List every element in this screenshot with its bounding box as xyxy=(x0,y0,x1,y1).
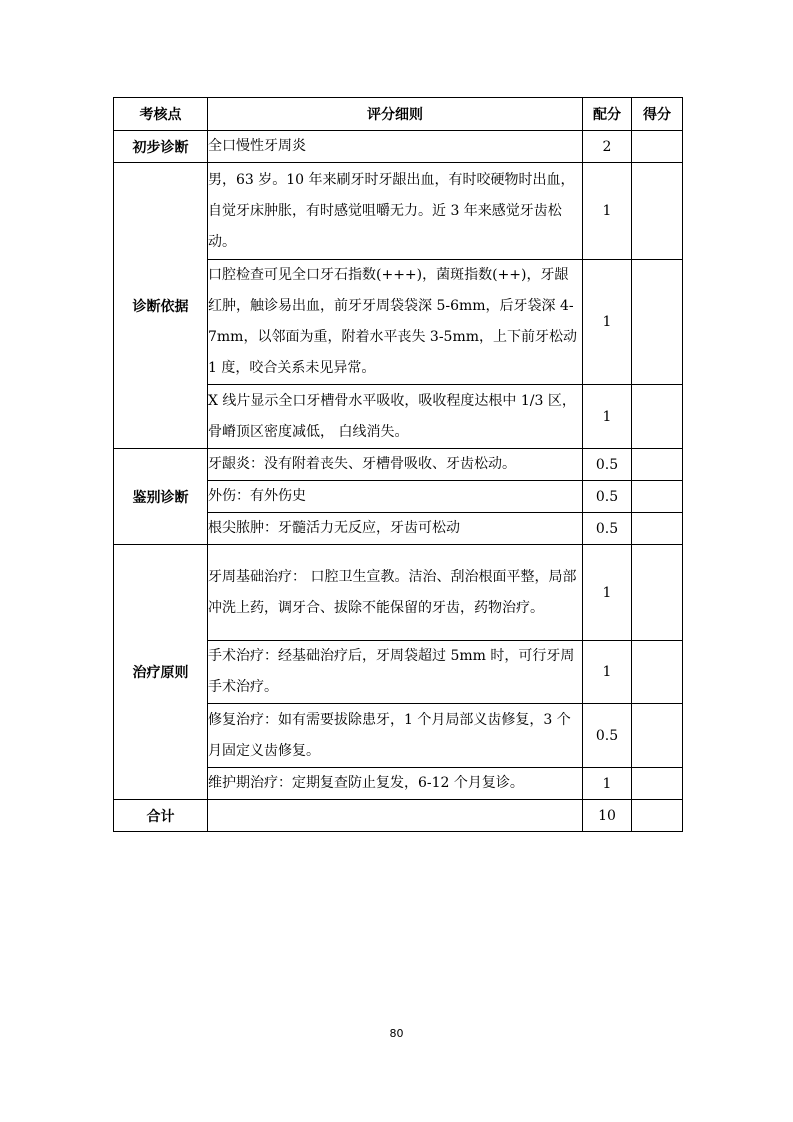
header-category: 考核点 xyxy=(114,98,208,131)
points-value: 2 xyxy=(583,131,632,163)
category-preliminary-diagnosis: 初步诊断 xyxy=(114,131,208,163)
criterion-text: 牙龈炎：没有附着丧失、牙槽骨吸收、牙齿松动。 xyxy=(208,449,583,481)
total-points: 10 xyxy=(583,800,632,832)
score-cell xyxy=(632,260,683,385)
points-value: 0.5 xyxy=(583,513,632,545)
total-row xyxy=(114,800,683,832)
points-value: 1 xyxy=(583,545,632,641)
points-value: 1 xyxy=(583,260,632,385)
table-row xyxy=(114,163,683,260)
score-cell xyxy=(632,704,683,768)
table-row xyxy=(114,449,683,481)
score-cell xyxy=(632,481,683,513)
points-value: 0.5 xyxy=(583,704,632,768)
criterion-text: 全口慢性牙周炎 xyxy=(208,131,583,163)
header-score: 得分 xyxy=(632,98,683,131)
score-cell xyxy=(632,163,683,260)
criterion-text: 手术治疗：经基础治疗后，牙周袋超过 5mm 时，可行牙周手术治疗。 xyxy=(208,641,583,704)
total-label: 合计 xyxy=(114,800,208,832)
score-cell xyxy=(632,641,683,704)
points-value: 1 xyxy=(583,163,632,260)
header-points: 配分 xyxy=(583,98,632,131)
criterion-text: 维护期治疗：定期复查防止复发，6-12 个月复诊。 xyxy=(208,768,583,800)
criterion-text: 根尖脓肿：牙髓活力无反应，牙齿可松动 xyxy=(208,513,583,545)
points-value: 1 xyxy=(583,641,632,704)
score-cell xyxy=(632,545,683,641)
score-cell xyxy=(632,131,683,163)
criterion-text: 牙周基础治疗： 口腔卫生宣教。洁治、刮治根面平整，局部冲洗上药，调牙合、拔除不能保留的牙齿，药物治疗。 xyxy=(208,545,583,641)
score-cell xyxy=(632,513,683,545)
points-value: 0.5 xyxy=(583,449,632,481)
category-differential-diagnosis: 鉴别诊断 xyxy=(114,449,208,545)
score-cell xyxy=(632,768,683,800)
score-cell xyxy=(632,385,683,449)
table-row xyxy=(114,545,683,641)
criterion-text: X 线片显示全口牙槽骨水平吸收，吸收程度达根中 1/3 区，骨嵴顶区密度减低， 白线消失。 xyxy=(208,385,583,449)
criterion-text: 修复治疗：如有需要拔除患牙，1 个月局部义齿修复，3 个月固定义齿修复。 xyxy=(208,704,583,768)
criterion-text: 外伤：有外伤史 xyxy=(208,481,583,513)
page-number: 80 xyxy=(389,1027,404,1040)
criterion-text: 口腔检查可见全口牙石指数(+++)，菌斑指数(++)，牙龈红肿，触诊易出血，前牙牙周袋袋深 5-6mm，后牙袋深 4-7mm，以邻面为重，附着水平丧失 3-5mm，上下前牙松动 1 度，咬合关系未见异常。 xyxy=(208,260,583,385)
category-treatment-principles: 治疗原则 xyxy=(114,545,208,800)
total-criteria-empty xyxy=(208,800,583,832)
header-row xyxy=(114,98,683,131)
category-diagnosis-basis: 诊断依据 xyxy=(114,163,208,449)
points-value: 1 xyxy=(583,768,632,800)
header-criteria: 评分细则 xyxy=(208,98,583,131)
score-cell xyxy=(632,449,683,481)
total-score-cell xyxy=(632,800,683,832)
scoring-table xyxy=(113,97,683,832)
table-row xyxy=(114,131,683,163)
criterion-text: 男，63 岁。10 年来刷牙时牙龈出血，有时咬硬物时出血， 自觉牙床肿胀，有时感觉咀嚼无力。近 3 年来感觉牙齿松动。 xyxy=(208,163,583,260)
points-value: 1 xyxy=(583,385,632,449)
points-value: 0.5 xyxy=(583,481,632,513)
